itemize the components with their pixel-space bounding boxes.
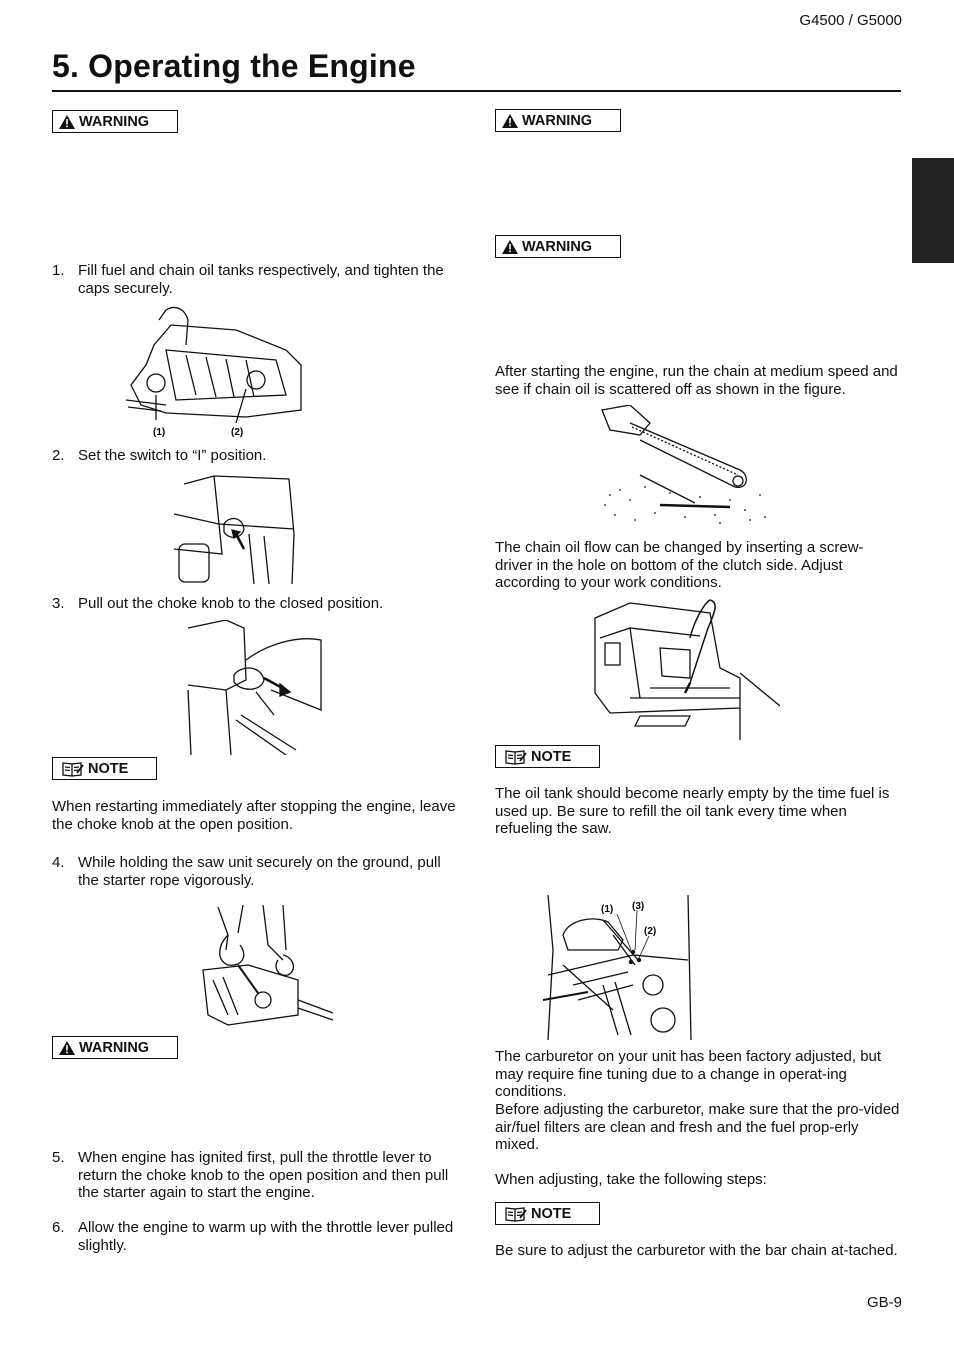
note-book-icon (62, 761, 84, 777)
step-text: Fill fuel and chain oil tanks respectively, and tighten the caps securely. (78, 262, 444, 297)
warning-label: WARNING (522, 238, 593, 255)
figure-oil-scatter (600, 405, 772, 527)
step-5 (52, 1149, 462, 1202)
step-number: 1. (52, 262, 65, 279)
callout-label: (2) (231, 427, 244, 438)
section-tab-marker (912, 158, 954, 263)
step-number: 6. (52, 1219, 65, 1236)
note-oil-tank-text: The oil tank should become nearly empty by the time fuel is used up. Be sure to refill the oil tank every time when refueling the saw. (495, 785, 890, 837)
carburetor-text-2: Before adjusting the carburetor, make sure that the pro-vided air/fuel filters are clean and fresh and the fuel prop-erly mixed. (495, 1101, 900, 1153)
warning-label: WARNING (79, 113, 150, 130)
warning-badge (52, 110, 178, 133)
note-label: NOTE (531, 748, 572, 765)
note-restart-text: When restarting immediately after stopping the engine, leave the choke knob at the open position. (52, 798, 456, 833)
warning-badge (52, 1036, 178, 1059)
page-number: GB-9 (866, 1294, 902, 1311)
note-book-icon (505, 1206, 527, 1222)
step-6 (52, 1219, 462, 1254)
warning-label: WARNING (79, 1039, 150, 1056)
step-text: Allow the engine to warm up with the throttle lever pulled slightly. (78, 1219, 454, 1254)
step-number: 3. (52, 595, 65, 612)
callout-label: (3) (632, 901, 645, 912)
step-number: 4. (52, 854, 65, 871)
callout-label: (1) (153, 427, 166, 438)
step-text: While holding the saw unit securely on the ground, pull the starter rope vigorously. (78, 854, 441, 889)
note-badge (495, 745, 600, 768)
warning-triangle-icon (59, 1041, 75, 1055)
warning-badge (495, 109, 621, 132)
figure-switch-position (174, 474, 298, 586)
note-label: NOTE (531, 1205, 572, 1222)
step-number: 2. (52, 447, 65, 464)
figure-choke-knob (186, 620, 326, 755)
model-number: G4500 / G5000 (799, 12, 902, 29)
warning-label: WARNING (522, 112, 593, 129)
note-bar-chain-text: Be sure to adjust the carburetor with the bar chain at-tached. (495, 1242, 898, 1259)
step-3 (52, 595, 462, 613)
warning-triangle-icon (502, 240, 518, 254)
step-number: 5. (52, 1149, 65, 1166)
note-badge (52, 757, 157, 780)
step-1 (52, 262, 462, 297)
carburetor-text-1: The carburetor on your unit has been factory adjusted, but may require fine tuning due to a change in operat-ing conditions. (495, 1048, 882, 1100)
note-label: NOTE (88, 760, 129, 777)
note-book-icon (505, 749, 527, 765)
figure-oil-flow-screwdriver (590, 598, 780, 740)
step-2 (52, 447, 462, 465)
title-rule (52, 90, 901, 92)
step-text: Set the switch to “I” position. (78, 447, 267, 464)
figure-fuel-oil-caps (126, 305, 306, 440)
step-4 (52, 854, 462, 889)
step-text: Pull out the choke knob to the closed position. (78, 595, 384, 612)
figure-carburetor-screws (543, 890, 695, 1040)
warning-badge (495, 235, 621, 258)
figure-pull-starter (188, 905, 334, 1033)
callout-label: (2) (644, 926, 657, 937)
chain-oil-check-text: After starting the engine, run the chain at medium speed and see if chain oil is scattered off as shown in the figure. (495, 363, 898, 398)
callout-label: (1) (601, 904, 614, 915)
note-badge (495, 1202, 600, 1225)
oil-flow-adjust-text: The chain oil flow can be changed by inserting a screw-driver in the hole on bottom of the clutch side. Adjust according to your work conditions. (495, 539, 864, 591)
page-title: 5. Operating the Engine (52, 48, 416, 84)
warning-triangle-icon (502, 114, 518, 128)
step-text: When engine has ignited first, pull the throttle lever to return the choke knob to the open position and then pull the starter again to start the engine. (78, 1149, 449, 1201)
warning-triangle-icon (59, 115, 75, 129)
adjust-steps-intro: When adjusting, take the following steps: (495, 1171, 767, 1188)
